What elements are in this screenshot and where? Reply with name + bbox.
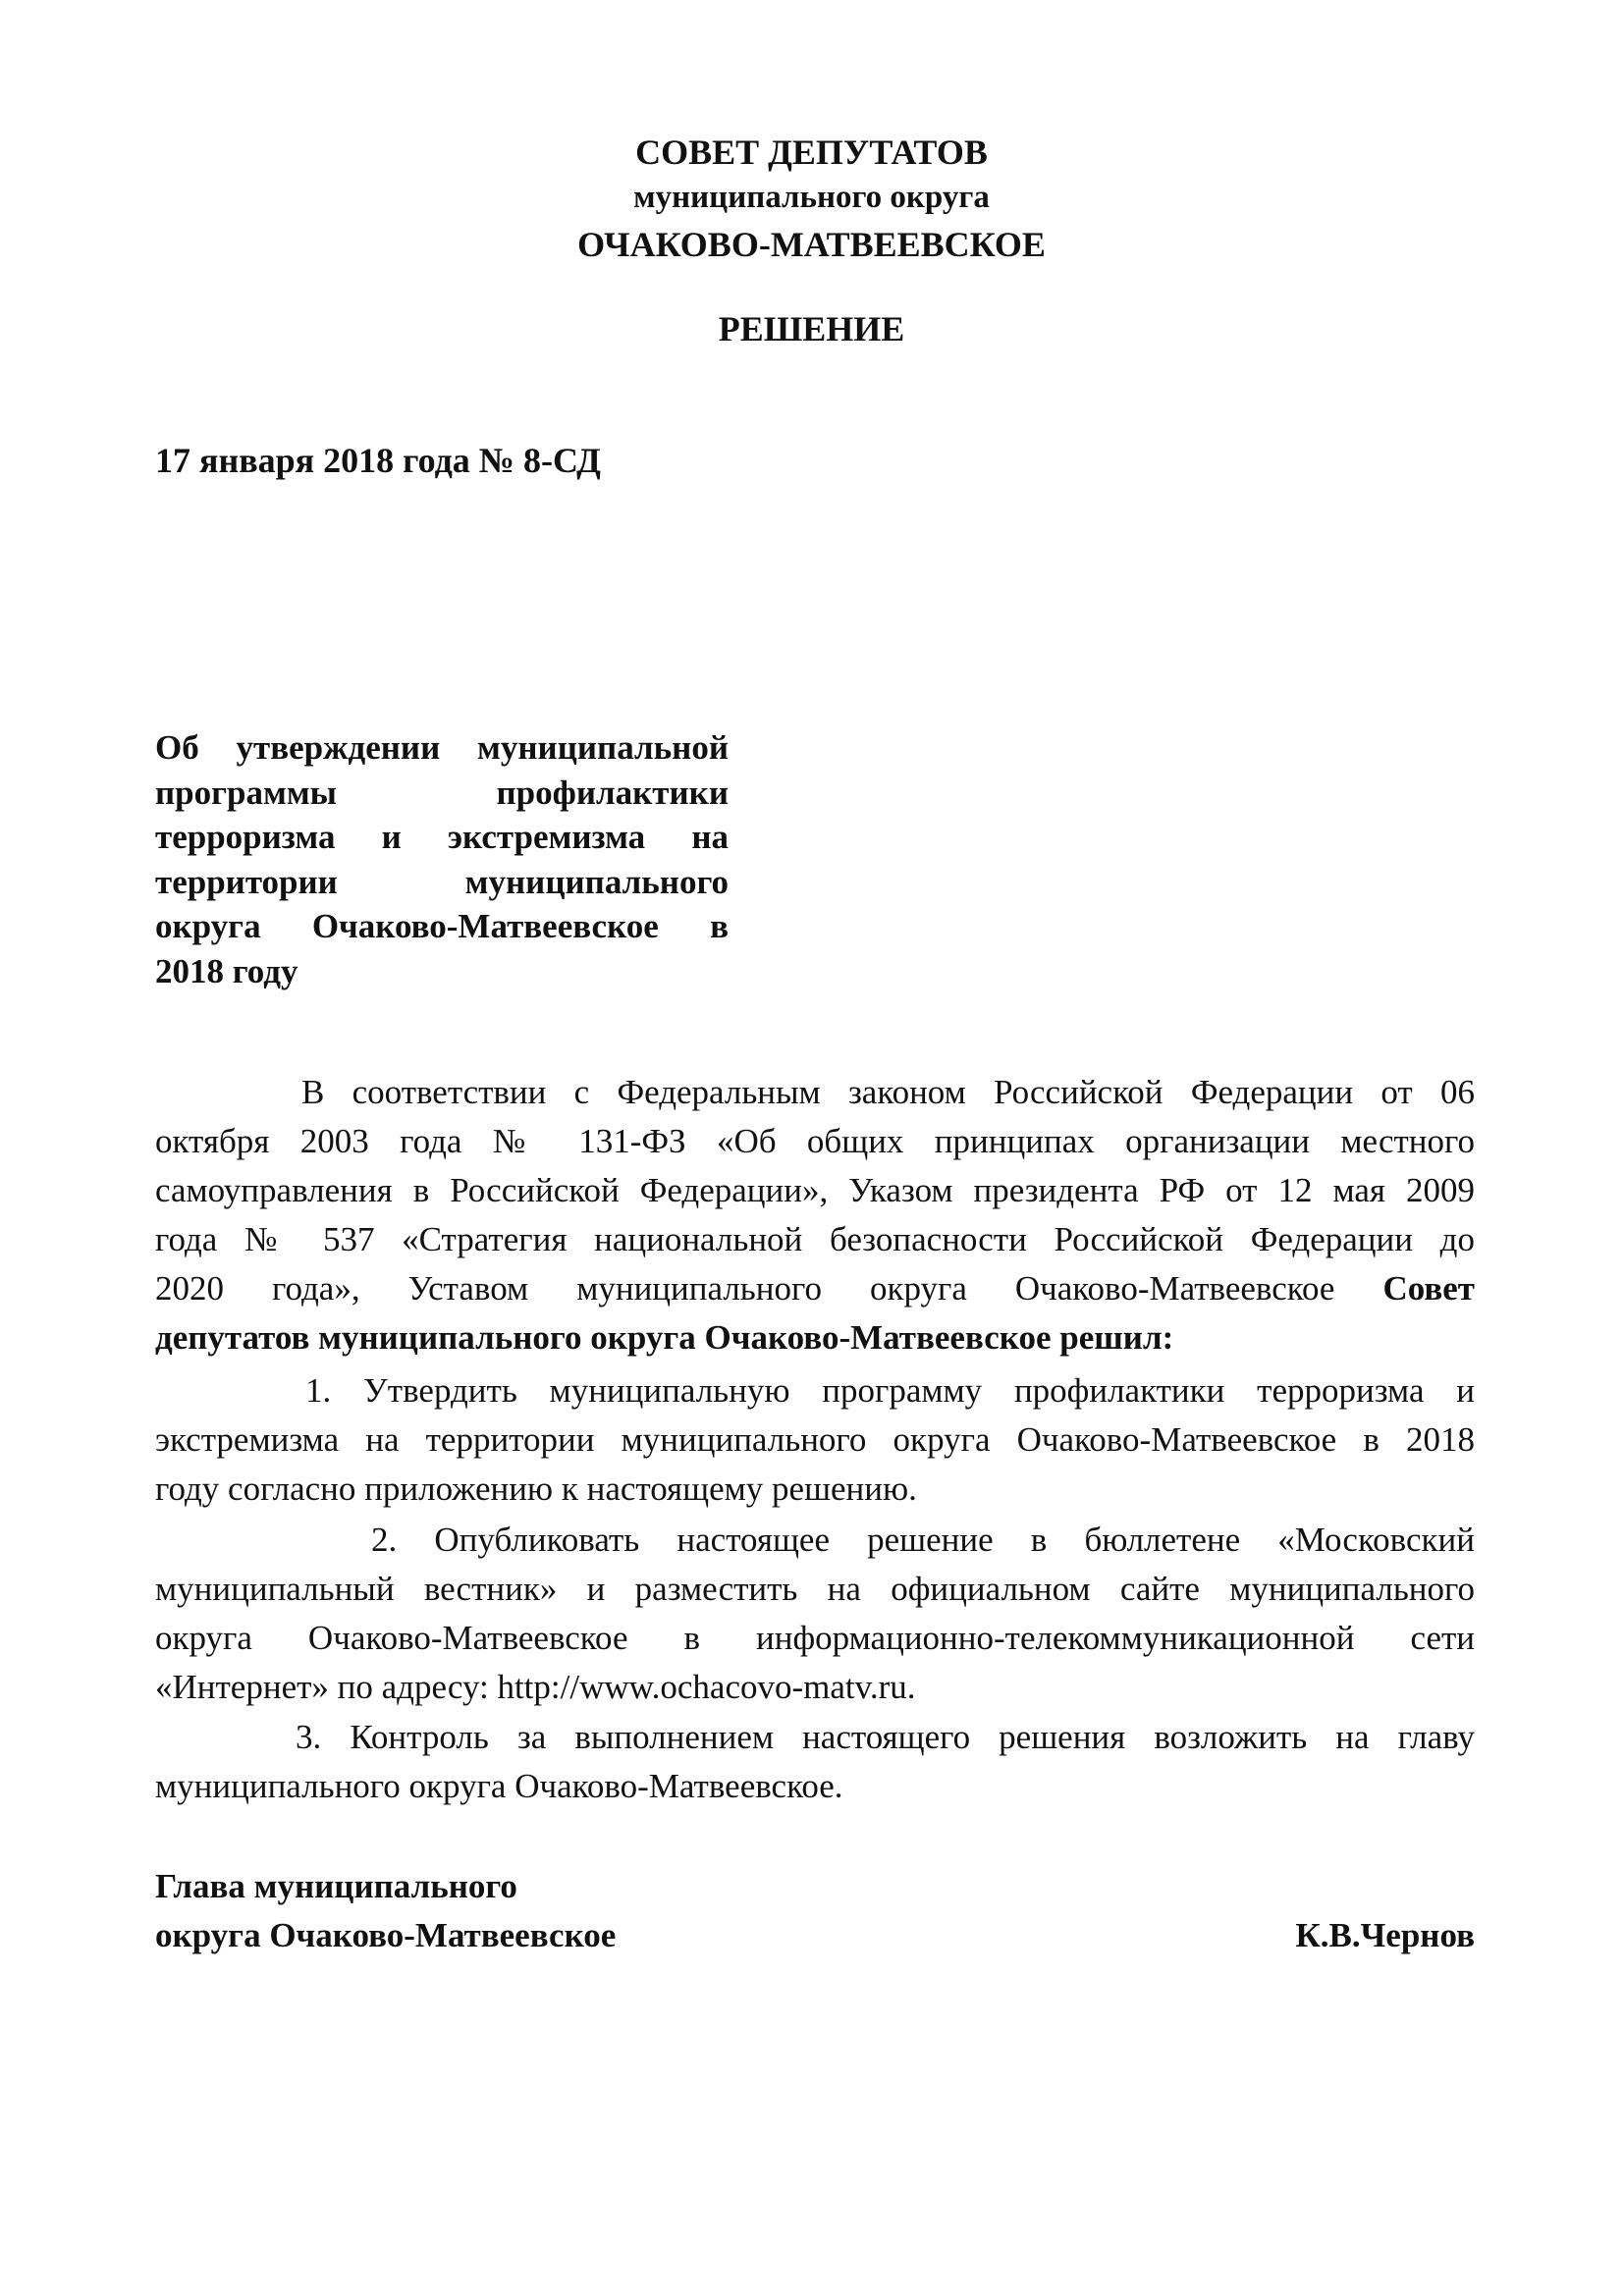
paragraph-line: муниципального округа Очаково-Матвеевское. [155, 1767, 843, 1805]
paragraph-line: муниципальный вестник» и разместить на официальном сайте муниципального [155, 1570, 1475, 1608]
preamble-paragraph [155, 1068, 1475, 1362]
paragraph-line: года № 537 «Стратегия национальной безопасности Российской Федерации до [155, 1220, 1475, 1258]
subject-line: Об утверждении муниципальной [155, 728, 729, 767]
district-subheading: муниципального округа [633, 180, 990, 215]
paragraph-line: самоуправления в Российской Федерации», Указом президента РФ от 12 мая 2009 [155, 1171, 1475, 1209]
signatory-name: К.В.Чернов [1295, 1916, 1475, 1954]
decision-item-3 [155, 1713, 1475, 1811]
subject-line: 2018 году [155, 951, 298, 990]
subject-line: округа Очаково-Матвеевское в [155, 907, 729, 946]
paragraph-line: экстремизма на территории муниципального округа Очаково-Матвеевское в 2018 [155, 1420, 1475, 1459]
paragraph-line: округа Очаково-Матвеевское в информационно-телекоммуникационной сети [155, 1619, 1475, 1657]
decision-item-1 [155, 1366, 1475, 1514]
paragraph-line: октября 2003 года № 131-ФЗ «Об общих принципах организации местного [155, 1122, 1475, 1160]
subject-line: терроризма и экстремизма на [155, 818, 729, 857]
signatory-title [155, 1862, 616, 1960]
council-heading: СОВЕТ ДЕПУТАТОВ [635, 133, 988, 172]
subject-line: программы профилактики [155, 773, 729, 812]
paragraph-line: «Интернет» по адресу: http://www.ochacovo-matv.ru. [155, 1668, 916, 1706]
paragraph-text: 2020 года», Уставом муниципального округа Очаково-Матвеевское [155, 1269, 1335, 1308]
signatory-title-line: округа Очаково-Матвеевское [155, 1916, 617, 1954]
resolution-bold-text: Совет [1382, 1269, 1476, 1308]
signatory-title-line: Глава муниципального [155, 1867, 517, 1905]
paragraph-line: В соответствии с Федеральным законом Российской Федерации от 06 [301, 1073, 1475, 1111]
paragraph-line: 3. Контроль за выполнением настоящего решения возложить на главу [296, 1718, 1475, 1756]
paragraph-line: 1. Утвердить муниципальную программу профилактики терроризма и [305, 1371, 1475, 1410]
paragraph-line: году согласно приложению к настоящему решению. [155, 1469, 917, 1508]
district-name-heading: ОЧАКОВО-МАТВЕЕВСКОЕ [577, 225, 1046, 264]
resolution-bold-line: депутатов муниципального округа Очаково-Матвеевское решил: [155, 1318, 1174, 1357]
decision-subject [155, 725, 729, 994]
decision-item-2 [155, 1516, 1475, 1712]
date-and-number: 17 января 2018 года № 8-СД [155, 441, 601, 480]
subject-line: территории муниципального [155, 862, 729, 901]
paragraph-line [155, 1264, 1475, 1313]
paragraph-line: 2. Опубликовать настоящее решение в бюллетене «Московский [371, 1521, 1475, 1559]
document-type-heading: РЕШЕНИЕ [718, 309, 905, 348]
